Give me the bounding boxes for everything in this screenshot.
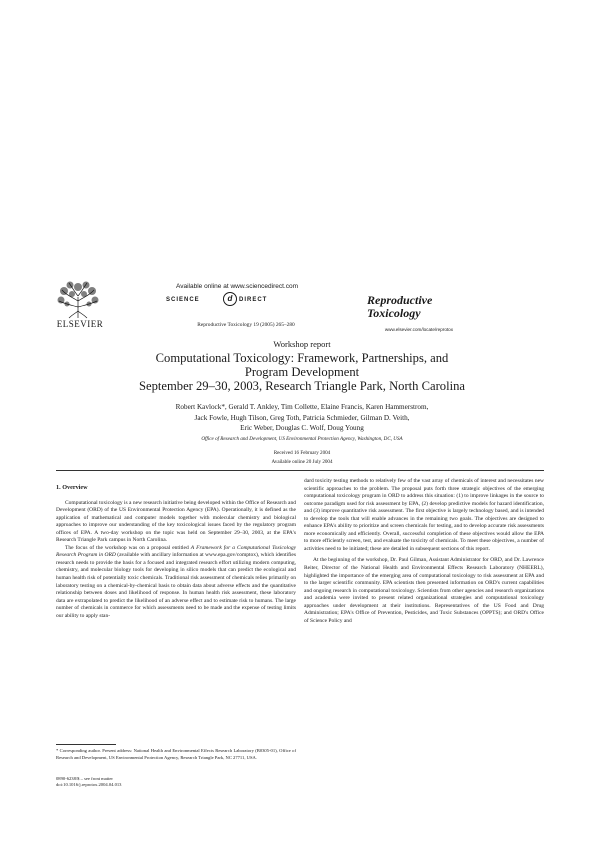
right-column <box>304 478 544 625</box>
doi-link[interactable]: doi:10.1016/j.reprotox.2004.04.013 <box>56 782 122 788</box>
paragraph: dard toxicity testing methods to relatively few of the vast array of chemicals of interest and necessitates new scientific approaches to the problem. The proposal puts forth three strategic objectives of the emerging computational toxicology program in ORD to address this situation: (1) to improve linkages in the source to outcome paradigm used for risk assessment by EPA, (2) develop predictive models for hazard identification, and (3) improve quantitative risk assessment. The first objective is largely technology based, and is intended to develop the tools that will enable advances in the remaining two goals. The objectives are designed to enhance EPA's ability to prioritize and screen chemicals for testing, and to develop accurate risk assessments more economically and efficiently. Overall, successful completion of these objectives would allow the EPA to more efficiently screen, test, and evaluate the toxicity of chemicals. To meet these objectives, a number of activities need to be initiated; these are detailed in subsequent sections of this report. <box>304 478 544 552</box>
issn: 0890-6238/$ – see front matter <box>56 776 113 781</box>
received-date: Received 16 February 2004 <box>273 450 331 456</box>
article-dates <box>60 449 544 466</box>
paragraph-text: The focus of the workshop was on a proposal entitled <box>65 544 189 551</box>
authors-line-2: Jack Fowle, Hugh Tilson, Greg Toth, Patricia Schmieder, Gilman D. Veith, <box>194 413 410 422</box>
journal-citation: Reproductive Toxicology 19 (2005) 265–280 <box>197 322 295 328</box>
title-divider <box>56 470 544 471</box>
article-identifiers <box>56 776 296 789</box>
journal-brand-line2: Toxicology <box>367 306 421 320</box>
article-title <box>60 351 544 393</box>
title-line-1: Computational Toxicology: Framework, Partnerships, and <box>155 351 449 365</box>
sciencedirect-logo <box>166 293 328 306</box>
sciencedirect-mark-icon: d <box>223 292 237 306</box>
available-online-date: Available online 20 July 2004 <box>271 458 333 465</box>
paragraph: Computational toxicology is a new research initiative being developed within the Office of Research and Development (ORD) of the US Environmental Protection Agency (EPA). Operationally, it is defined as the application of mathematical and computer models together with molecular chemistry and biological approaches to improve our understanding of the key toxicological issues faced by the regulatory program offices of EPA. A two-day workshop on the topic was held on September 29–30, 2003, at the EPA's Research Triangle Park campus in North Carolina. <box>56 499 296 544</box>
section-heading: 1. Overview <box>56 484 88 491</box>
journal-brand-logo <box>367 294 455 320</box>
paragraph-text: (available with ancillary information at <box>117 552 204 559</box>
sciencedirect-left-word: SCIENCE <box>166 297 200 303</box>
author-affiliation: Office of Research and Development, US Environmental Protection Agency, Washington, DC, USA <box>201 436 403 442</box>
paragraph <box>56 545 296 620</box>
journal-brand-line1: Reproductive <box>367 293 433 307</box>
authors-line-1: Robert Kavlock*, Gerald T. Ankley, Tim Collette, Elaine Francis, Karen Hammerstrom, <box>175 403 429 411</box>
left-column <box>56 484 296 620</box>
corresponding-author-footnote: * Corresponding author. Present address: National Health and Environmental Effects Research Laboratory (B0305-01), Office of Research and Development, US Environmental Protection Agency, Research Triangle Park, NC 27711, USA. <box>56 748 296 760</box>
article-type: Workshop report <box>273 339 331 349</box>
footnote-divider <box>56 744 116 745</box>
paragraph: At the beginning of the workshop, Dr. Paul Gilman, Assistant Administrator for ORD, and Dr. Lawrence Reiter, Director of the National Health and Environmental Effects Research Laboratory (NHEERL), highlighted the importance of the emerging area of computational toxicology to risk assessment at EPA and to the larger scientific community. EPA scientists then presented information on ORD's current capabilities and ongoing research in computational toxicology. Scientists from other agencies and research organizations and academia were invited to present related organizational strategies and computational toxicology approaches under development at their institutions. Representatives of the US Food and Drug Administration; EPA's Office of Prevention, Pesticides, and Toxic Substances (OPPTS); and ORD's Office of Science Policy and <box>304 557 544 624</box>
publisher-name: ELSEVIER <box>56 319 104 329</box>
framework-title: A Framework for a Computational Toxicology Research Program in ORD <box>56 544 297 559</box>
available-online-label: Available online at www.sciencedirect.com <box>176 283 298 290</box>
comptox-link[interactable]: www.epa.gov/comptox <box>205 552 257 559</box>
title-line-2: Program Development <box>244 365 360 379</box>
journal-url-link[interactable]: www.elsevier.com/locate/reprotox <box>384 327 453 332</box>
author-list <box>60 402 544 434</box>
sciencedirect-right-word: DIRECT <box>239 297 268 303</box>
authors-line-3: Eric Weber, Douglas C. Wolf, Doug Young <box>240 424 364 432</box>
paragraph-text: ), which identifies research needs to provide the basis for a focused and integrated research effort utilizing modern computing, chemistry, and molecular biology tools for developing in silico models that can predict the ecological and human health risk of potentially toxic chemicals. Traditional risk assessment of chemicals relies primarily on laboratory testing on a chemical-by-chemical basis to obtain data about adverse effects and the quantitative relationship between doses and likelihood of response. In human health risk assessment, these laboratory data are extrapolated to predict the likelihood of an adverse effect and to estimate risk to humans. The large number of chemicals in commerce for which assessments need to be made and the expense of testing limits our ability to apply stan- <box>56 552 297 619</box>
title-line-3: September 29–30, 2003, Research Triangle Park, North Carolina <box>139 379 465 393</box>
